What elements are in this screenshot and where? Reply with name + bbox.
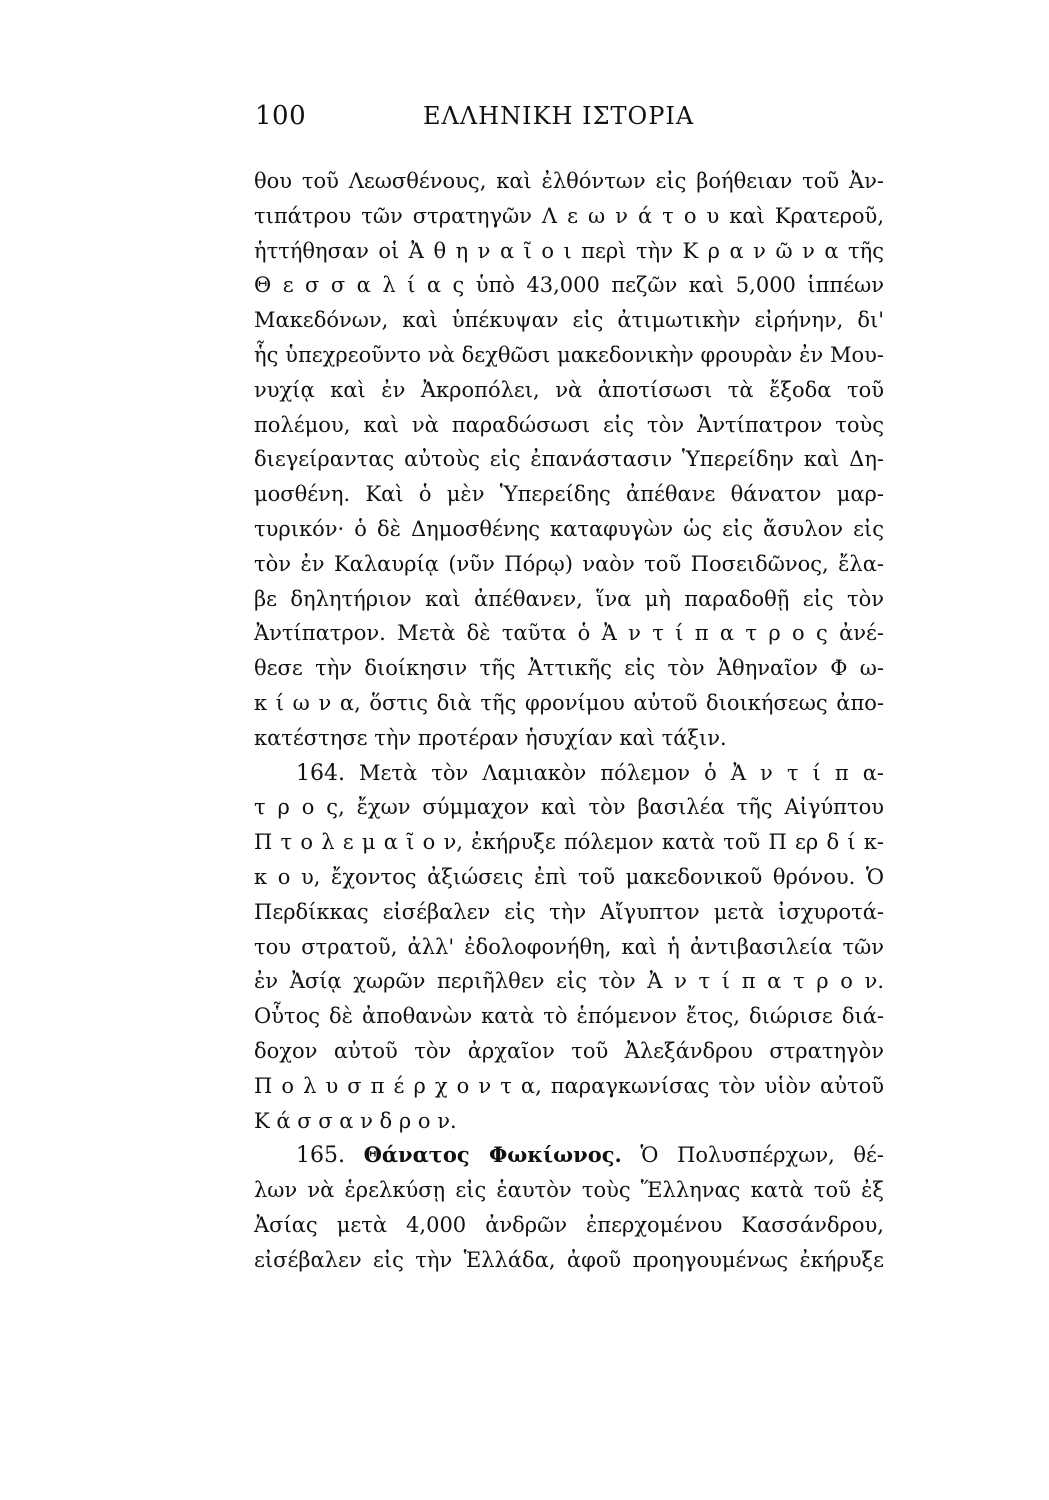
section-heading: Θάνατος Φωκίωνος. bbox=[363, 1142, 622, 1168]
section-number: 164. bbox=[296, 760, 345, 786]
text-line: ἐν Ἀσίᾳ χωρῶν περιῆλθεν εἰς τὸν Ἀ ν τ ί π α τ ρ ο ν. bbox=[254, 969, 884, 994]
text-line: του στρατοῦ, ἀλλ' ἐδολοφονήθη, καὶ ἡ ἀντιβασιλεία τῶν bbox=[254, 934, 884, 959]
text-line: Κ ά σ σ α ν δ ρ ο ν. bbox=[254, 1108, 457, 1133]
text-line: Οὗτος δὲ ἀποθανὼν κατὰ τὸ ἑπόμενον ἔτος, διώρισε διά- bbox=[254, 1004, 884, 1029]
text-line: Π τ ο λ ε μ α ῖ ο ν, ἐκήρυξε πόλεμον κατὰ τοῦ Π ερ δ ί κ- bbox=[254, 830, 884, 855]
text-line: τὸν ἐν Καλαυρίᾳ (νῦν Πόρῳ) ναὸν τοῦ Ποσειδῶνος, ἔλα- bbox=[254, 551, 884, 576]
page-number: 100 bbox=[255, 101, 307, 131]
text-line: κατέστησε τὴν προτέραν ἡσυχίαν καὶ τάξιν. bbox=[254, 725, 727, 750]
section-text: Μετὰ τὸν Λαμιακὸν πόλεμον ὁ Ἀ ν τ ί π α- bbox=[359, 760, 884, 785]
text-line: ἡττήθησαν οἱ Ἀ θ η ν α ῖ ο ι περὶ τὴν Κ ρ α ν ῶ ν α τῆς bbox=[254, 238, 884, 263]
text-line: Ἀντίπατρον. Μετὰ δὲ ταῦτα ὁ Ἀ ν τ ί π α τ ρ ο ς ἀνέ- bbox=[254, 621, 884, 646]
text-line: ἧς ὑπεχρεοῦντο νὰ δεχθῶσι μακεδονικὴν φρουρὰν ἐν Μου- bbox=[254, 342, 884, 367]
text-line: Περδίκκας εἰσέβαλεν εἰς τὴν Αἴγυπτον μετὰ ἰσχυροτά- bbox=[254, 899, 884, 924]
text-line: τυρικόν· ὁ δὲ Δημοσθένης καταφυγὼν ὡς εἰς ἄσυλον εἰς bbox=[254, 516, 884, 541]
text-line: Θ ε σ σ α λ ί α ς ὑπὸ 43,000 πεζῶν καὶ 5,000 ἱππέων bbox=[254, 273, 884, 298]
text-line: Ἀσίας μετὰ 4,000 ἀνδρῶν ἐπερχομένου Κασσάνδρου, bbox=[254, 1212, 884, 1237]
text-line: Μακεδόνων, καὶ ὑπέκυψαν εἰς ἀτιμωτικὴν εἰρήνην, δι' bbox=[254, 308, 884, 333]
body-text bbox=[254, 164, 884, 1278]
text-line: θου τοῦ Λεωσθένους, καὶ ἐλθόντων εἰς βοήθειαν τοῦ Ἀν- bbox=[254, 169, 884, 193]
text-line: λων νὰ ἑρελκύσῃ εἰς ἑαυτὸν τοὺς Ἕλληνας κατὰ τοῦ ἐξ bbox=[254, 1178, 884, 1203]
page-header bbox=[255, 98, 885, 138]
section-164-first-line bbox=[254, 756, 884, 791]
text-line: νυχίᾳ καὶ ἐν Ἀκροπόλει, νὰ ἀποτίσωσι τὰ ἔξοδα τοῦ bbox=[254, 377, 884, 402]
section-number: 165. bbox=[296, 1143, 345, 1169]
text-line: δοχον αὐτοῦ τὸν ἀρχαῖον τοῦ Ἀλεξάνδρου στρατηγὸν bbox=[254, 1038, 884, 1063]
section-text: Ὁ Πολυσπέρχων, θέ- bbox=[640, 1143, 884, 1168]
section-165-first-line bbox=[254, 1138, 884, 1173]
text-line: τ ρ ο ς, ἔχων σύμμαχον καὶ τὸν βασιλέα τῆς Αἰγύπτου bbox=[254, 795, 884, 820]
text-line: τιπάτρου τῶν στρατηγῶν Λ ε ω ν ά τ ο υ καὶ Κρατεροῦ, bbox=[254, 203, 884, 228]
text-line: βε δηλητήριον καὶ ἀπέθανεν, ἵνα μὴ παραδοθῇ εἰς τὸν bbox=[254, 586, 884, 611]
text-line: διεγείραντας αὐτοὺς εἰς ἐπανάστασιν Ὑπερείδην καὶ Δη- bbox=[254, 447, 884, 472]
text-line: μοσθένη. Καὶ ὁ μὲν Ὑπερείδης ἀπέθανε θάνατον μαρ- bbox=[254, 482, 884, 507]
text-line: εἰσέβαλεν εἰς τὴν Ἑλλάδα, ἀφοῦ προηγουμένως ἐκήρυξε bbox=[254, 1247, 884, 1272]
text-line: Π ο λ υ σ π έ ρ χ ο ν τ α, παραγκωνίσας τὸν υἱὸν αὐτοῦ bbox=[254, 1073, 884, 1098]
text-line: θεσε τὴν διοίκησιν τῆς Ἀττικῆς εἰς τὸν Ἀθηναῖον Φ ω- bbox=[254, 656, 884, 681]
running-title: ΕΛΛΗΝΙΚΗ ΙΣΤΟΡΙΑ bbox=[423, 102, 695, 130]
text-line: πολέμου, καὶ νὰ παραδώσωσι εἰς τὸν Ἀντίπατρον τοὺς bbox=[254, 412, 884, 437]
text-line: κ ί ω ν α, ὅστις διὰ τῆς φρονίμου αὐτοῦ διοικήσεως ἀπο- bbox=[254, 690, 884, 715]
text-line: κ ο υ, ἔχοντος ἀξιώσεις ἐπὶ τοῦ μακεδονικοῦ θρόνου. Ὁ bbox=[254, 864, 884, 889]
